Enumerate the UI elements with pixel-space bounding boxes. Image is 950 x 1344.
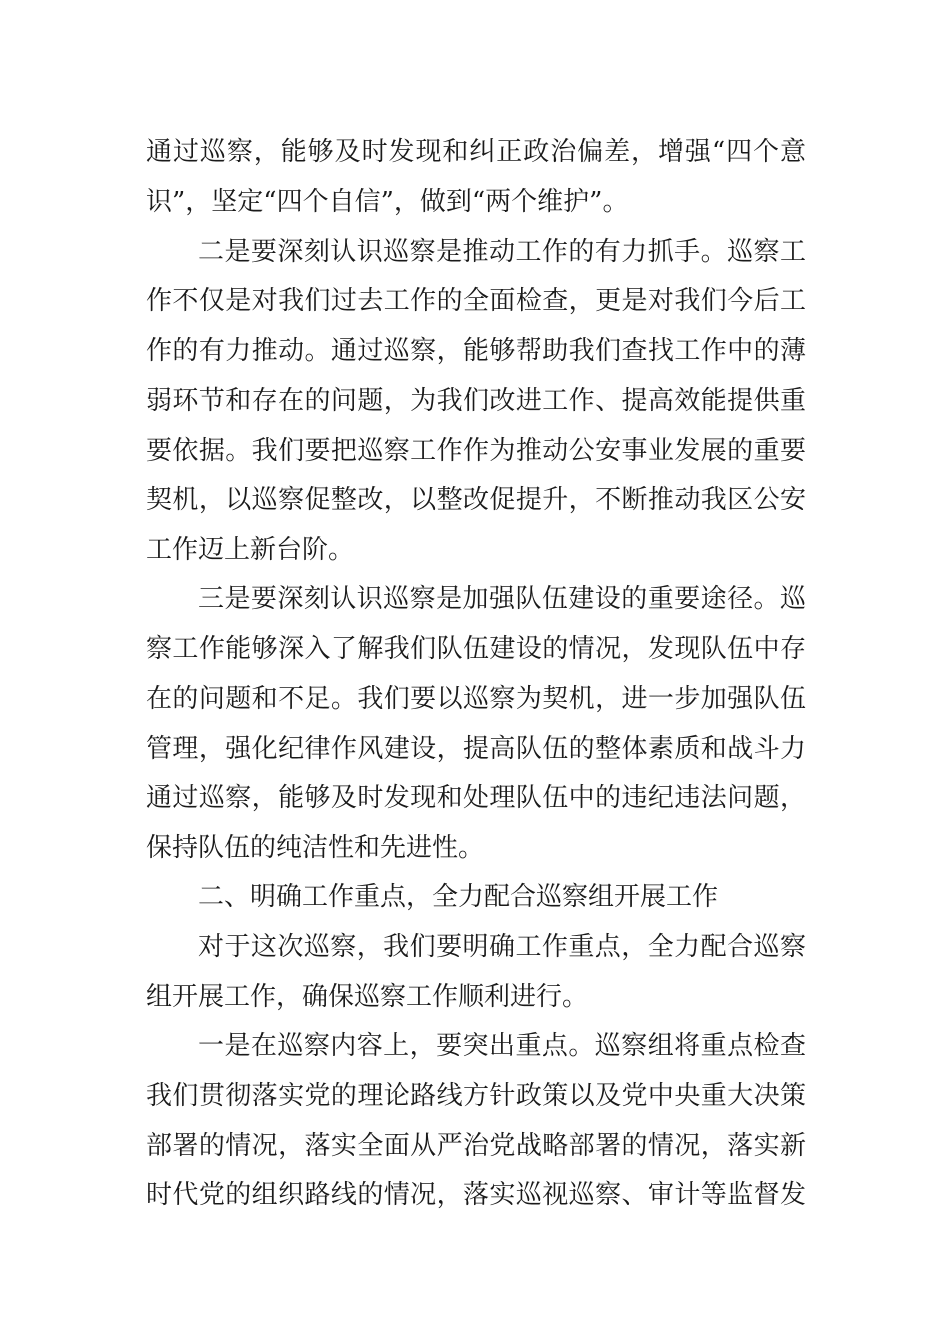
text-line: 管理，强化纪律作风建设，提高队伍的整体素质和战斗力 — [146, 734, 806, 764]
text-line: 时代党的组织路线的情况，落实巡视巡察、审计等监督发 — [146, 1180, 806, 1210]
text-line: 我们贯彻落实党的理论路线方针政策以及党中央重大决策 — [146, 1081, 806, 1111]
text-line: 组开展工作，确保巡察工作顺利进行。 — [146, 982, 589, 1012]
text-line: 识”，坚定“四个自信”，做到“两个维护”。 — [146, 187, 629, 217]
text-line: 一是在巡察内容上，要突出重点。巡察组将重点检查 — [198, 1031, 806, 1061]
text-line: 部署的情况，落实全面从严治党战略部署的情况，落实新 — [146, 1131, 806, 1161]
text-line: 契机，以巡察促整改，以整改促提升，不断推动我区公安 — [146, 485, 806, 515]
text-line: 弱环节和存在的问题，为我们改进工作、提高效能提供重 — [146, 386, 806, 416]
text-line: 要依据。我们要把巡察工作作为推动公安事业发展的重要 — [146, 436, 806, 466]
section-heading: 二、明确工作重点，全力配合巡察组开展工作 — [198, 882, 719, 912]
text-line: 三是要深刻认识巡察是加强队伍建设的重要途径。巡 — [198, 584, 806, 614]
text-line: 察工作能够深入了解我们队伍建设的情况，发现队伍中存 — [146, 634, 806, 664]
text-line: 保持队伍的纯洁性和先进性。 — [146, 833, 485, 863]
text-line: 作不仅是对我们过去工作的全面检查，更是对我们今后工 — [146, 286, 806, 316]
text-line: 二是要深刻认识巡察是推动工作的有力抓手。巡察工 — [198, 237, 806, 267]
text-line: 工作迈上新台阶。 — [146, 535, 355, 565]
text-line: 对于这次巡察，我们要明确工作重点，全力配合巡察 — [198, 932, 806, 962]
text-line: 通过巡察，能够及时发现和处理队伍中的违纪违法问题， — [146, 783, 806, 813]
text-line: 通过巡察，能够及时发现和纠正政治偏差，增强“四个意 — [146, 137, 806, 167]
text-line: 作的有力推动。通过巡察，能够帮助我们查找工作中的薄 — [146, 336, 806, 366]
text-line: 在的问题和不足。我们要以巡察为契机，进一步加强队伍 — [146, 684, 806, 714]
